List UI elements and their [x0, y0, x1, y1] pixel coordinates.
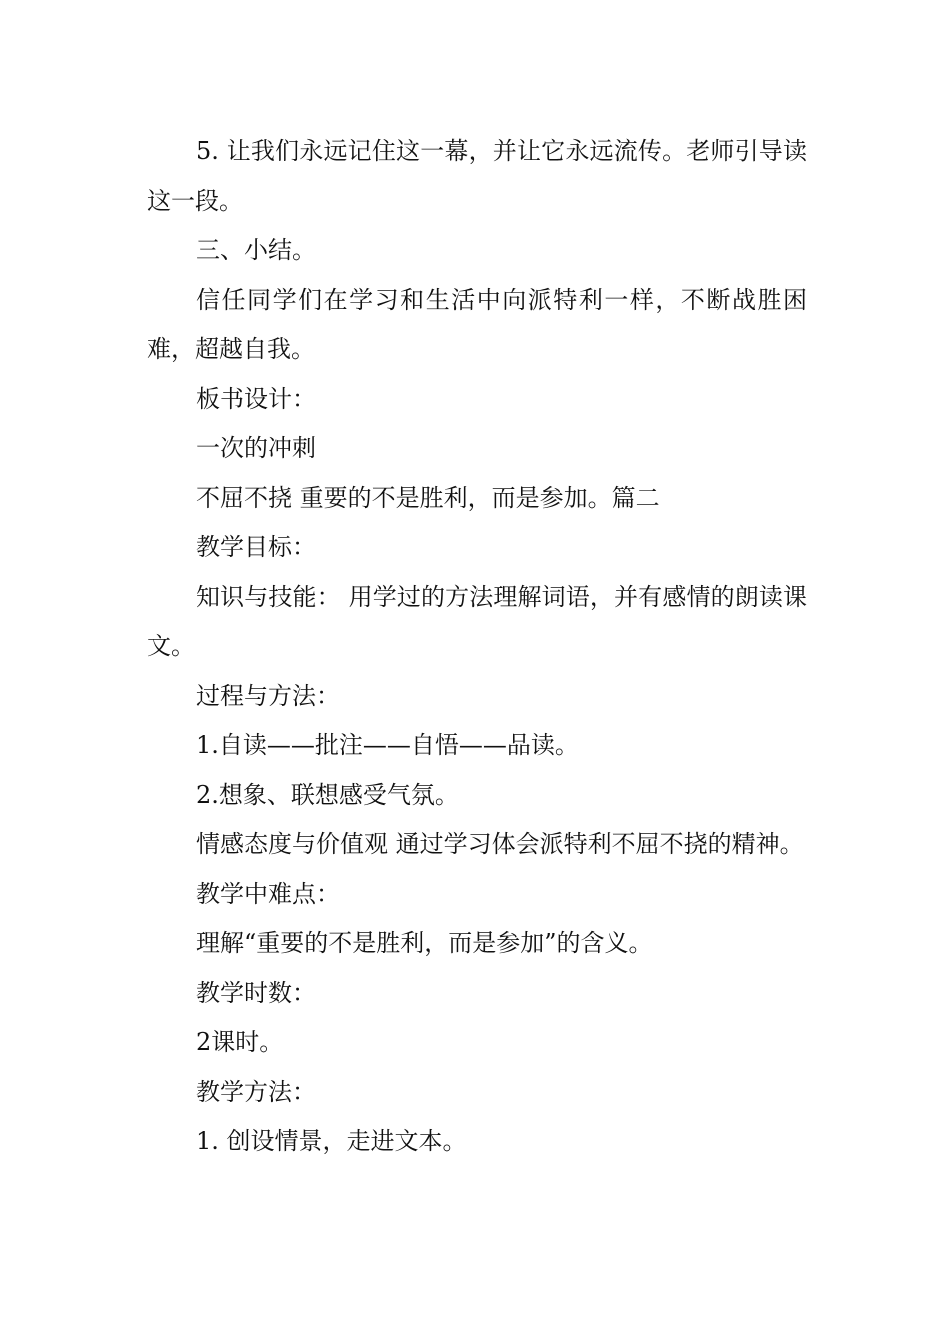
paragraph-hours-heading: 教学时数：: [196, 978, 316, 1007]
paragraph-methods-item-1: 1. 创设情景，走进文本。: [196, 1127, 467, 1155]
paragraph-process-item-1: 1.自读——批注——自悟——品读。: [196, 731, 579, 759]
paragraph-key-difficulties-heading: 教学中难点：: [196, 879, 340, 908]
paragraph-board-content: 不屈不挠 重要的不是胜利，而是参加。篇二: [196, 483, 660, 512]
paragraph-key-difficulties-text: 理解“重要的不是胜利，而是参加”的含义。: [196, 929, 653, 957]
paragraph-objectives-heading: 教学目标：: [196, 533, 316, 561]
paragraph-hours-text: 2课时。: [196, 1028, 284, 1056]
paragraph-process-item-2: 2.想象、联想感受气氛。: [196, 780, 459, 809]
paragraph-process-methods-heading: 过程与方法：: [196, 681, 340, 710]
paragraph-knowledge-skills: 知识与技能： 用学过的方法理解词语，并有感情的朗读课文。: [147, 582, 807, 660]
paragraph-summary-text: 信任同学们在学习和生活中向派特利一样，不断战胜困难，超越自我。: [147, 285, 807, 363]
document-body: [147, 127, 807, 1167]
paragraph-methods-heading: 教学方法：: [196, 1077, 316, 1106]
paragraph-board-title: 一次的冲刺: [196, 434, 316, 462]
paragraph-emotion-values: 情感态度与价值观 通过学习体会派特利不屈不挠的精神。: [196, 830, 804, 858]
paragraph-step-5: 5. 让我们永远记住这一幕，并让它永远流传。老师引导读这一段。: [147, 137, 807, 215]
paragraph-summary-heading: 三、小结。: [196, 236, 316, 264]
paragraph-board-design-heading: 板书设计：: [196, 384, 316, 413]
